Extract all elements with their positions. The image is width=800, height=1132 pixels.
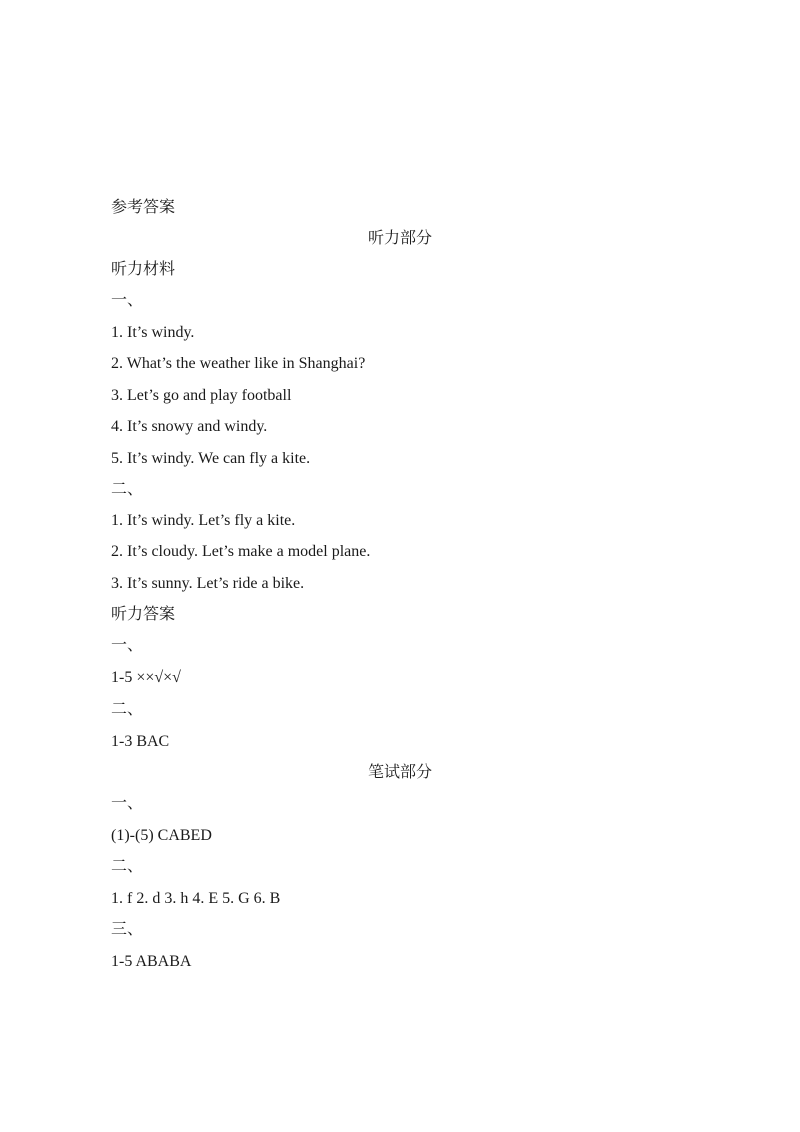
listening-material-part1-label: 一、 [111, 292, 144, 309]
listening-material-item: 4. It’s snowy and windy. [111, 418, 268, 435]
written-part2-label: 二、 [111, 858, 144, 875]
listening-material-item: 3. Let’s go and play football [111, 387, 292, 404]
listening-material-item: 1. It’s windy. Let’s fly a kite. [111, 512, 296, 529]
listening-section-heading-text: 听力部分 [367, 230, 432, 247]
listening-material-item: 1. It’s windy. [111, 324, 195, 341]
written-part3-answer: 1-5 ABABA [111, 953, 192, 970]
written-part1-label: 一、 [111, 795, 144, 812]
written-part1-answer: (1)-(5) CABED [111, 827, 212, 844]
listening-answers-part2-label: 二、 [111, 701, 144, 718]
listening-answers-heading: 听力答案 [111, 606, 176, 623]
listening-material-item: 2. It’s cloudy. Let’s make a model plane. [111, 543, 371, 560]
document-title: 参考答案 [111, 199, 176, 216]
listening-section-heading [0, 229, 800, 249]
written-section-heading-text: 笔试部分 [367, 764, 432, 781]
listening-material-part2-label: 二、 [111, 481, 144, 498]
listening-material-heading: 听力材料 [111, 261, 176, 278]
written-part2-answer: 1. f 2. d 3. h 4. E 5. G 6. B [111, 890, 281, 907]
listening-material-item: 5. It’s windy. We can fly a kite. [111, 450, 311, 467]
written-part3-label: 三、 [111, 921, 144, 938]
listening-material-item: 3. It’s sunny. Let’s ride a bike. [111, 575, 305, 592]
listening-material-item: 2. What’s the weather like in Shanghai? [111, 355, 366, 372]
written-section-heading [0, 763, 800, 783]
listening-answers-part1-answer: 1-5 ××√×√ [111, 669, 181, 686]
listening-answers-part1-label: 一、 [111, 637, 144, 654]
listening-answers-part2-answer: 1-3 BAC [111, 733, 170, 750]
